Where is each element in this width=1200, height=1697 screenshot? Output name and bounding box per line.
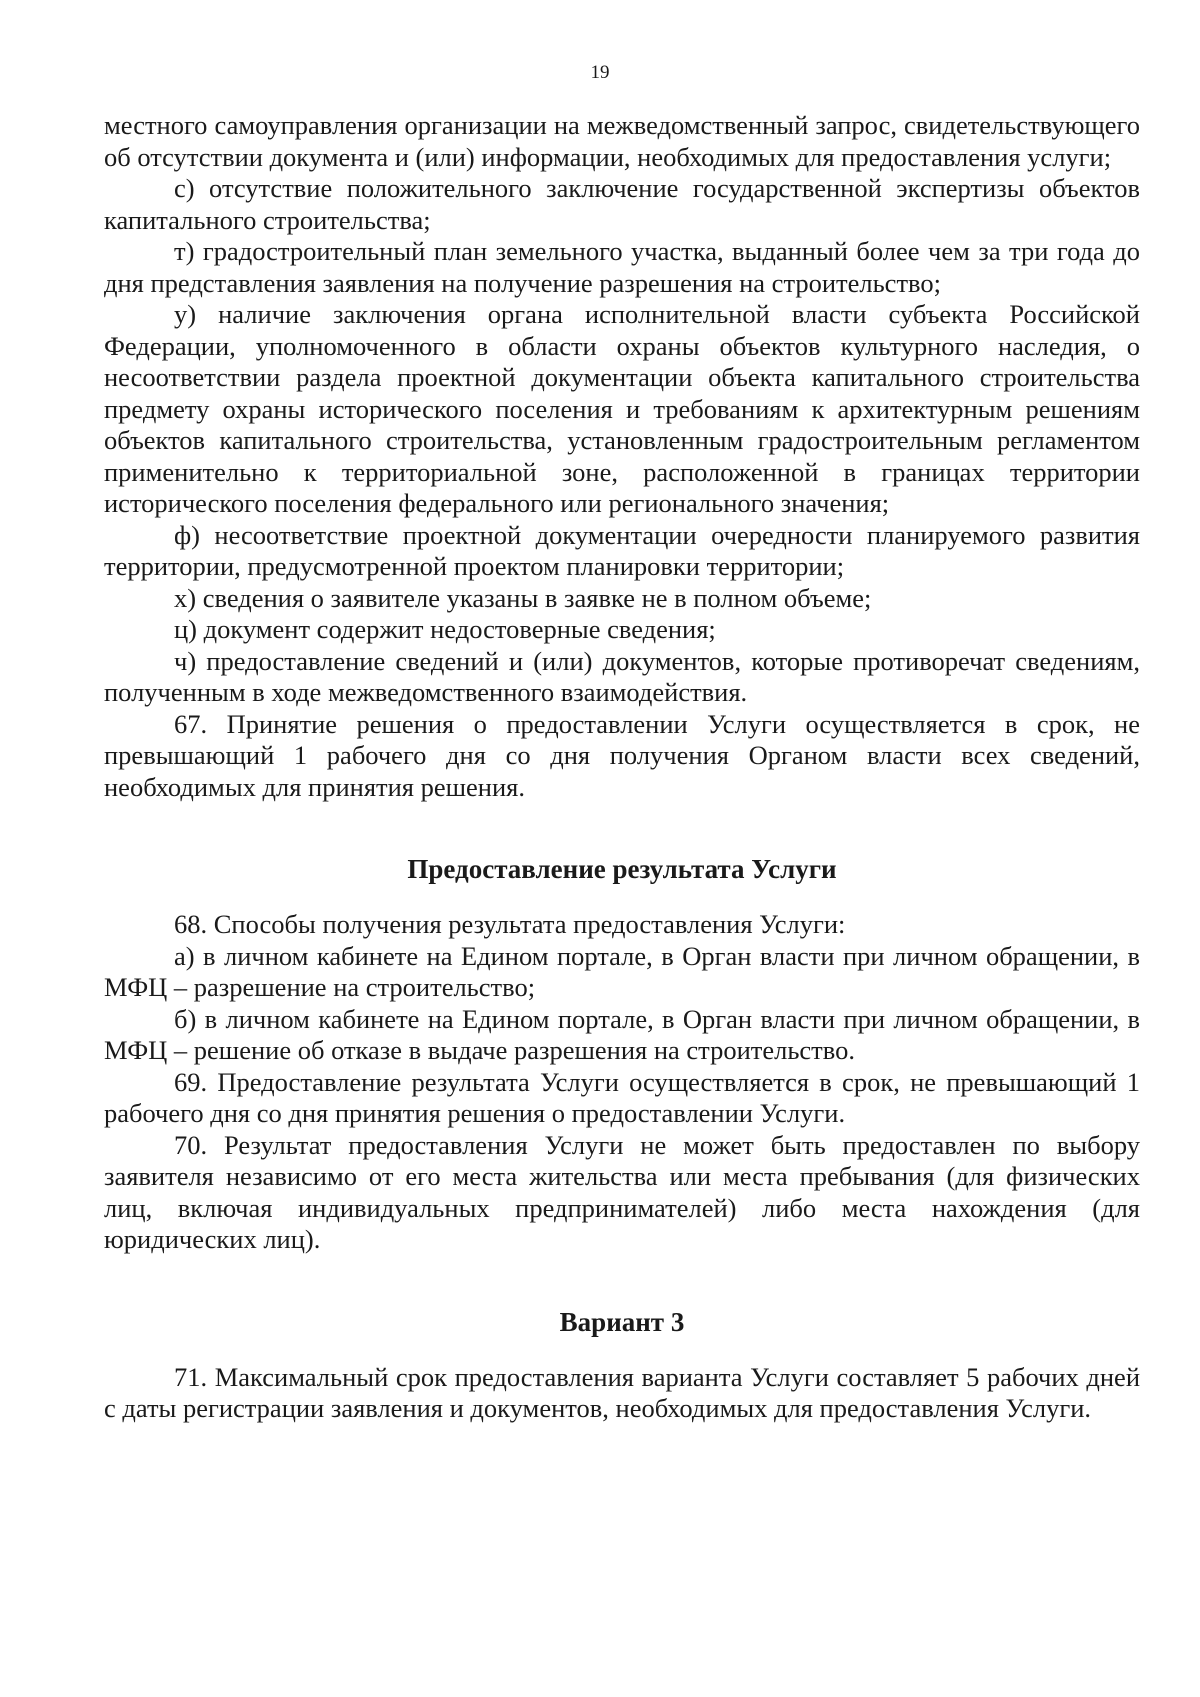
- list-item-kh: х) сведения о заявителе указаны в заявке не в полном объеме;: [174, 582, 872, 613]
- list-item-f: ф) несоответствие проектной документации очередности планируемого развития территории, предусмотренной проектом планировки территории;: [104, 519, 1140, 581]
- list-item-u: у) наличие заключения органа исполнительной власти субъекта Российской Федерации, уполномоченного в области охраны объектов культурного наследия, о несоответствии раздела проектной документации объекта капитального строительства предмету охраны исторического поселения и требованиям к архитектурным решениям объектов капитального строительства, установленным градостроительным регламентом применительно к территориальной зоне, расположенной в границах территории исторического поселения федерального или регионального значения;: [104, 299, 1140, 518]
- spacer: [104, 1256, 1140, 1306]
- paragraph-continuation: местного самоуправления организации на межведомственный запрос, свидетельствующего об отсутствии документа и (или) информации, необходимых для предоставления услуги;: [104, 110, 1140, 172]
- spacer: [104, 803, 1140, 853]
- list-item-s: с) отсутствие положительного заключение государственной экспертизы объектов капитального строительства;: [104, 173, 1140, 235]
- document-body: [104, 110, 1140, 1425]
- list-item-b: б) в личном кабинете на Едином портале, в Орган власти при личном обращении, в МФЦ – решение об отказе в выдаче разрешения на строительство.: [104, 1003, 1140, 1065]
- spacer: [104, 885, 1140, 909]
- list-item-ch: ч) предоставление сведений и (или) документов, которые противоречат сведениям, полученным в ходе межведомственного взаимодействия.: [104, 645, 1140, 707]
- list-item-t: т) градостроительный план земельного участка, выданный более чем за три года до дня представления заявления на получение разрешения на строительство;: [104, 236, 1140, 298]
- section-heading-result: Предоставление результата Услуги: [407, 854, 837, 884]
- paragraph-69: 69. Предоставление результата Услуги осуществляется в срок, не превышающий 1 рабочего дня со дня принятия решения о предоставлении Услуги.: [104, 1066, 1140, 1128]
- list-item-ts: ц) документ содержит недостоверные сведения;: [174, 614, 716, 644]
- paragraph-70: 70. Результат предоставления Услуги не может быть предоставлен по выбору заявителя независимо от его места жительства или места пребывания (для физических лиц, включая индивидуальных предпринимателей) либо места нахождения (для юридических лиц).: [104, 1129, 1140, 1254]
- paragraph-67: 67. Принятие решения о предоставлении Услуги осуществляется в срок, не превышающий 1 рабочего дня со дня получения Органом власти всех сведений, необходимых для принятия решения.: [104, 708, 1140, 802]
- page-number: 19: [590, 62, 610, 83]
- paragraph-68: 68. Способы получения результата предоставления Услуги:: [174, 909, 846, 939]
- paragraph-71: 71. Максимальный срок предоставления варианта Услуги составляет 5 рабочих дней с даты регистрации заявления и документов, необходимых для предоставления Услуги.: [104, 1361, 1140, 1423]
- list-item-a: а) в личном кабинете на Едином портале, в Орган власти при личном обращении, в МФЦ – разрешение на строительство;: [104, 940, 1140, 1002]
- spacer: [104, 1338, 1140, 1362]
- section-heading-variant-3: Вариант 3: [559, 1306, 685, 1337]
